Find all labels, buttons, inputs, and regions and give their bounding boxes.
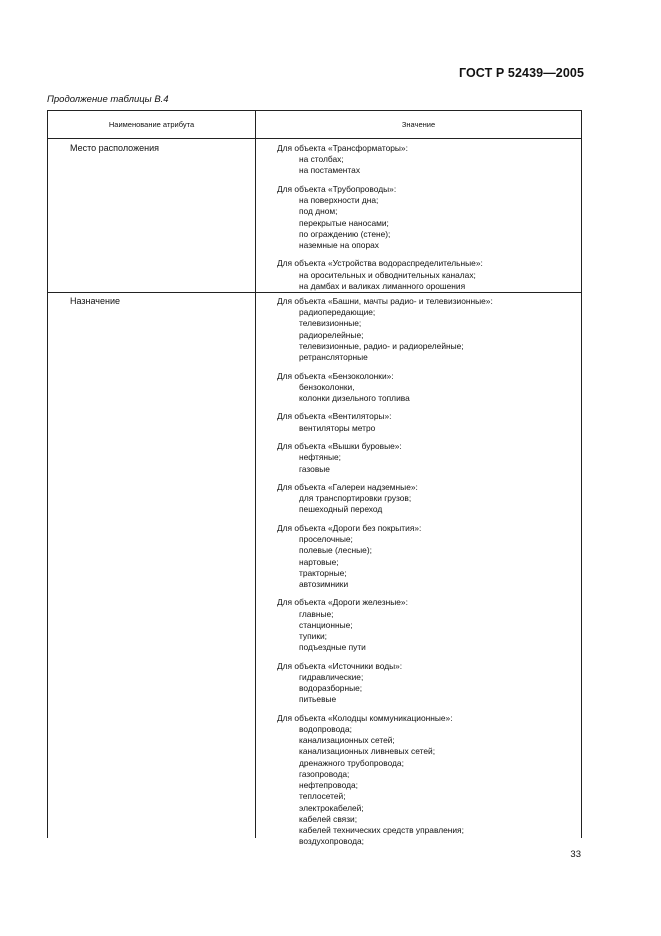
value-group: Для объекта «Бензоколонки»: бензоколонки, колонки дизельного топлива	[277, 370, 410, 403]
value-group: Для объекта «Галереи надземные»: для транспортировки грузов; пешеходный переход	[277, 482, 418, 515]
value-group: Для объекта «Источники воды»: гидравлические; водоразборные; питьевые	[277, 660, 403, 705]
value-group: Для объекта «Башни, мачты радио- и телевизионные»: радиопередающие; телевизионные; радиорелейные; телевизионные, радио- и радиорелейные; ретрансляторные	[277, 296, 493, 363]
attributes-table	[47, 110, 582, 847]
value-group: Для объекта «Устройства водораспределительные»: на оросительных и обводнительных каналах; на дамбах и валиках лиманного орошения	[277, 258, 483, 291]
table-row-values	[277, 143, 577, 299]
page-number: 33	[570, 849, 581, 860]
value-group: Для объекта «Колодцы коммуникационные»: водопровода; канализационных сетей; канализационных ливневых сетей; дренажного трубопровода; газопровода; нефтепровода; теплосетей; электрокабелей; кабелей связи; кабелей технических средств управления; воздухопровода;	[277, 712, 464, 847]
table-row-attribute-name: Место расположения	[70, 143, 159, 153]
column-divider	[255, 111, 256, 838]
value-group: Для объекта «Вентиляторы»: вентиляторы метро	[277, 411, 392, 433]
table-row-attribute-name: Назначение	[70, 296, 121, 306]
value-group: Для объекта «Трансформаторы»: на столбах; на постаментах	[277, 143, 408, 176]
value-group: Для объекта «Вышки буровые»: нефтяные; газовые	[277, 441, 402, 474]
table-row-values	[277, 296, 577, 855]
value-group: Для объекта «Дороги железные»: главные; станционные; тупики; подъездные пути	[277, 597, 408, 653]
column-header-value: Значение	[401, 120, 436, 129]
row-separator	[48, 292, 581, 293]
table-continuation-caption: Продолжение таблицы В.4	[47, 94, 169, 105]
table-header-row	[48, 111, 581, 139]
column-header-attribute: Наименование атрибута	[108, 120, 195, 129]
value-group: Для объекта «Трубопроводы»: на поверхности дна; под дном; перекрытые наносами; по ограждению (стене); наземные на опорах	[277, 183, 397, 250]
document-code: ГОСТ Р 52439—2005	[458, 66, 584, 80]
value-group: Для объекта «Дороги без покрытия»: проселочные; полевые (лесные); нартовые; тракторные; автозимники	[277, 522, 422, 589]
